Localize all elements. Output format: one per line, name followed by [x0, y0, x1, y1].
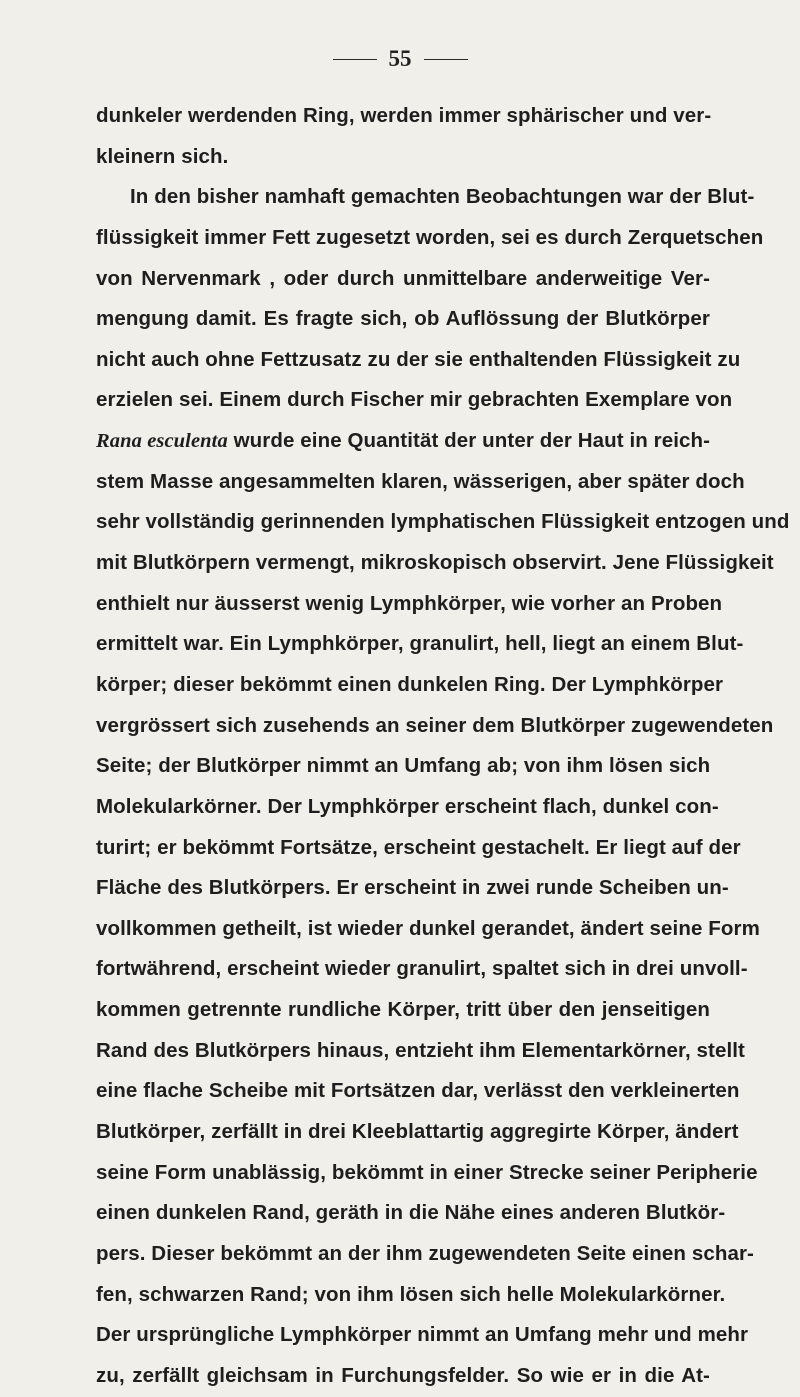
- text-line: eine flache Scheibe mit Fortsätzen dar, verlässt den verkleinerten: [96, 1079, 740, 1103]
- text-line: mit Blutkörpern vermengt, mikroskopisch observirt. Jene Flüssigkeit: [96, 551, 774, 575]
- text-line: sehr vollständig gerinnenden lymphatischen Flüssigkeit entzogen und: [96, 510, 790, 534]
- text-line: ermittelt war. Ein Lymphkörper, granulirt, hell, liegt an einem Blut-: [96, 632, 744, 656]
- text-line-rest: wurde eine Quantität der unter der Haut in reich-: [233, 429, 711, 453]
- text-line: von Nervenmark , oder durch unmittelbare anderweitige Ver-: [96, 266, 710, 290]
- text-line: zu, zerfällt gleichsam in Furchungsfelder. So wie er in die At-: [96, 1363, 710, 1387]
- text-line: flüssigkeit immer Fett zugesetzt worden, sei es durch Zerquetschen: [96, 225, 764, 249]
- text-line: pers. Dieser bekömmt an der ihm zugewendeten Seite einen schar-: [96, 1241, 754, 1265]
- paragraph-start-line: In den bisher namhaft gemachten Beobachtungen war der Blut-: [130, 185, 755, 209]
- text-line: vollkommen getheilt, ist wieder dunkel gerandet, ändert seine Form: [96, 916, 760, 940]
- text-line: erzielen sei. Einem durch Fischer mir gebrachten Exemplare von: [96, 388, 733, 412]
- page-number: 55: [388, 46, 412, 71]
- text-line: seine Form unablässig, bekömmt in einer Strecke seiner Peripherie: [96, 1160, 758, 1184]
- text-line: Molekularkörner. Der Lymphkörper erscheint flach, dunkel con-: [96, 794, 719, 818]
- header-rule-left: [333, 59, 377, 60]
- text-line: nicht auch ohne Fettzusatz zu der sie enthaltenden Flüssigkeit zu: [96, 347, 741, 371]
- text-line: enthielt nur äusserst wenig Lymphkörper, wie vorher an Proben: [96, 591, 723, 615]
- text-line: einen dunkelen Rand, geräth in die Nähe eines anderen Blutkör-: [96, 1201, 726, 1225]
- text-line: turirt; er bekömmt Fortsätze, erscheint gestachelt. Er liegt auf der: [96, 835, 741, 859]
- species-name: Rana esculenta: [96, 430, 228, 453]
- text-line: vergrössert sich zusehends an seiner dem Blutkörper zugewendeten: [96, 713, 774, 737]
- page-header: [0, 44, 800, 74]
- body-text: [96, 96, 790, 1397]
- text-line: stem Masse angesammelten klaren, wässerigen, aber später doch: [96, 469, 745, 493]
- header-rule-right: [424, 59, 468, 60]
- text-line-with-species: [96, 421, 710, 462]
- text-line: kleinern sich.: [96, 144, 229, 168]
- text-line: Seite; der Blutkörper nimmt an Umfang ab; von ihm lösen sich: [96, 754, 711, 778]
- text-line: fortwährend, erscheint wieder granulirt, spaltet sich in drei unvoll-: [96, 957, 748, 981]
- text-line: Blutkörper, zerfällt in drei Kleeblattartig aggregirte Körper, ändert: [96, 1120, 739, 1144]
- text-line: Der ursprüngliche Lymphkörper nimmt an Umfang mehr und mehr: [96, 1323, 749, 1347]
- text-line: dunkeler werdenden Ring, werden immer sphärischer und ver-: [96, 104, 712, 127]
- text-line: mengung damit. Es fragte sich, ob Auflössung der Blutkörper: [96, 307, 710, 331]
- text-line: kommen getrennte rundliche Körper, tritt über den jenseitigen: [96, 998, 710, 1022]
- text-line: Rand des Blutkörpers hinaus, entzieht ihm Elementarkörner, stellt: [96, 1038, 745, 1062]
- text-line: körper; dieser bekömmt einen dunkelen Ring. Der Lymphkörper: [96, 672, 724, 696]
- text-line: Fläche des Blutkörpers. Er erscheint in zwei runde Scheiben un-: [96, 876, 729, 900]
- text-line: fen, schwarzen Rand; von ihm lösen sich helle Molekularkörner.: [96, 1282, 726, 1306]
